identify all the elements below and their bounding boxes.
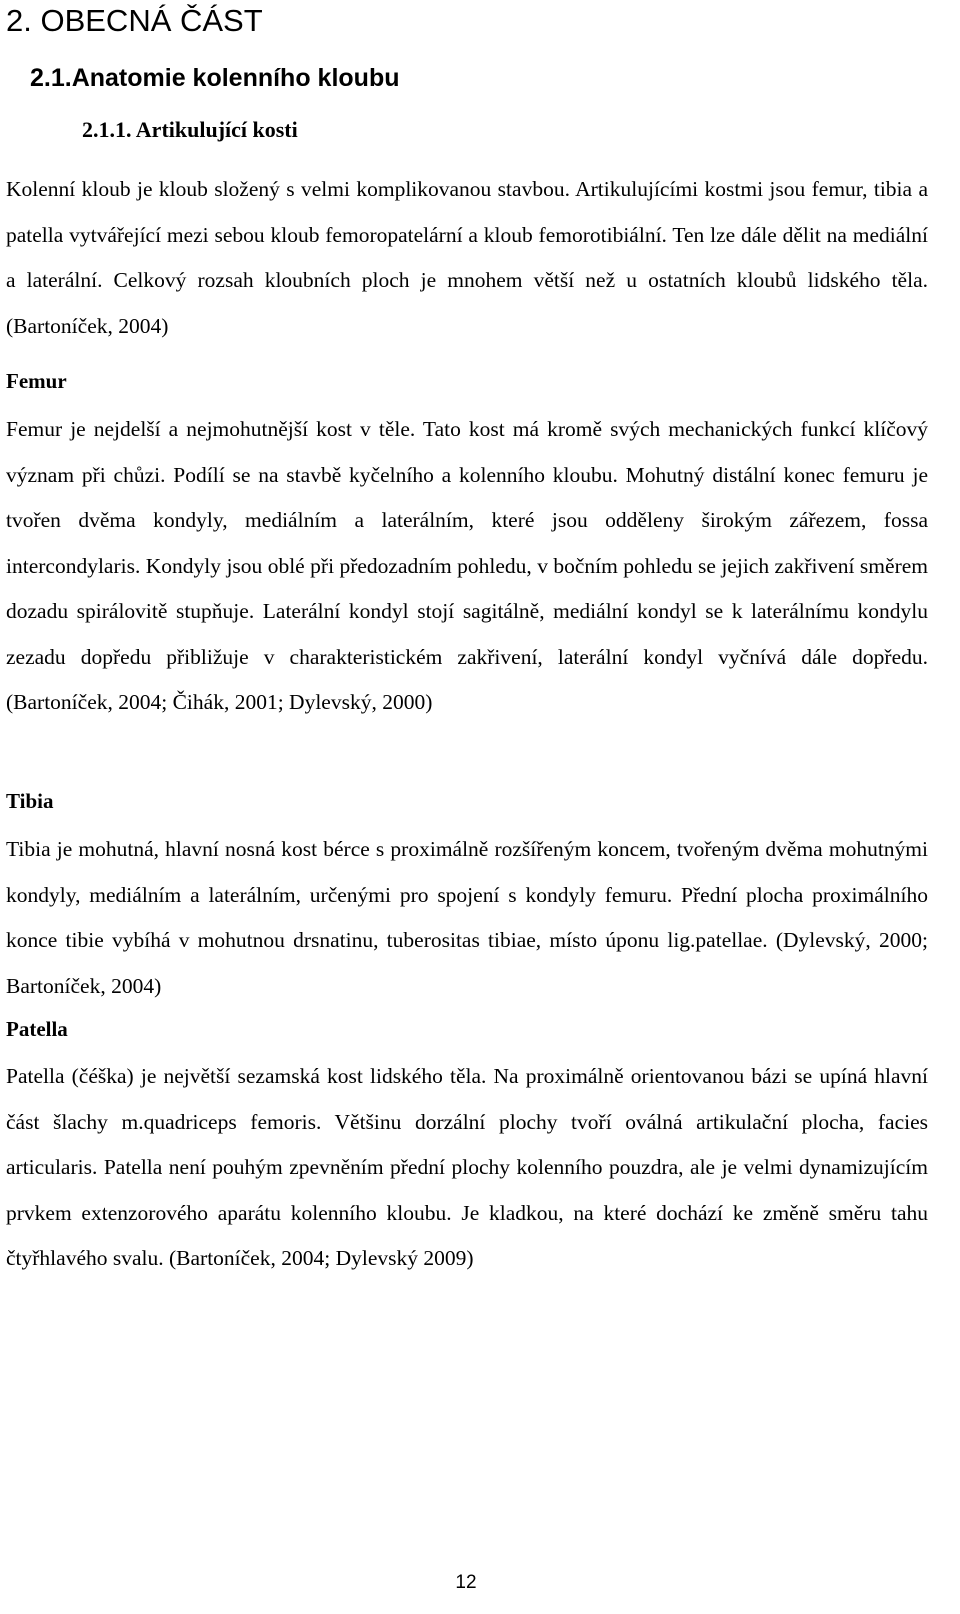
- page-footer: [0, 1571, 960, 1595]
- intro-paragraph: Kolenní kloub je kloub složený s velmi komplikovanou stavbou. Artikulujícími kostmi jsou femur, tibia a patella vytvářející mezi sebou kloub femoropatelární a kloub femorotibiální. Ten lze dále dělit na mediální a laterální. Celkový rozsah kloubních ploch je mnohem větší než u ostatních kloubů lidského těla. (Bartoníček, 2004): [6, 177, 928, 338]
- page-number: 12: [455, 1572, 477, 1593]
- patella-paragraph: Patella (čéška) je největší sezamská kost lidského těla. Na proximálně orientovanou bázi se upíná hlavní část šlachy m.quadriceps femoris. Většinu dorzální plochy tvoří oválná artikulační plocha, facies articularis. Patella není pouhým zpevněním přední plochy kolenního pouzdra, ale je velmi dynamizujícím prvkem extenzorového aparátu kolenního kloubu. Je kladkou, na které dochází ke změně směru tahu čtyřhlavého svalu. (Bartoníček, 2004; Dylevský 2009): [6, 1064, 928, 1270]
- tibia-heading: Tibia: [6, 789, 54, 813]
- femur-paragraph: Femur je nejdelší a nejmohutnější kost v těle. Tato kost má kromě svých mechanických funkcí klíčový význam při chůzi. Podílí se na stavbě kyčelního a kolenního kloubu. Mohutný distální konec femuru je tvořen dvěma kondyly, mediálním a laterálním, které jsou odděleny širokým zářezem, fossa intercondylaris. Kondyly jsou oblé při předozadním pohledu, v bočním pohledu se jejich zakřivení směrem dozadu spirálovitě stupňuje. Laterální kondyl stojí sagitálně, mediální kondyl se k laterálnímu kondylu zezadu dopředu přibližuje v charakteristickém zakřivení, laterální kondyl vyčnívá dále dopředu. (Bartoníček, 2004; Čihák, 2001; Dylevský, 2000): [6, 417, 928, 714]
- subsection-heading: 2.1.1. Artikulující kosti: [82, 117, 298, 142]
- chapter-heading: 2. OBECNÁ ČÁST: [6, 3, 263, 38]
- section-heading: 2.1.Anatomie kolenního kloubu: [30, 64, 400, 92]
- femur-heading: Femur: [6, 369, 67, 393]
- tibia-paragraph: Tibia je mohutná, hlavní nosná kost bérce s proximálně rozšířeným koncem, tvořeným dvěma mohutnými kondyly, mediálním a laterálním, určenými pro spojení s kondyly femuru. Přední plocha proximálního konce tibie vybíhá v mohutnou drsnatinu, tuberositas tibiae, místo úponu lig.patellae. (Dylevský, 2000; Bartoníček, 2004): [6, 837, 928, 998]
- patella-heading: Patella: [6, 1017, 68, 1041]
